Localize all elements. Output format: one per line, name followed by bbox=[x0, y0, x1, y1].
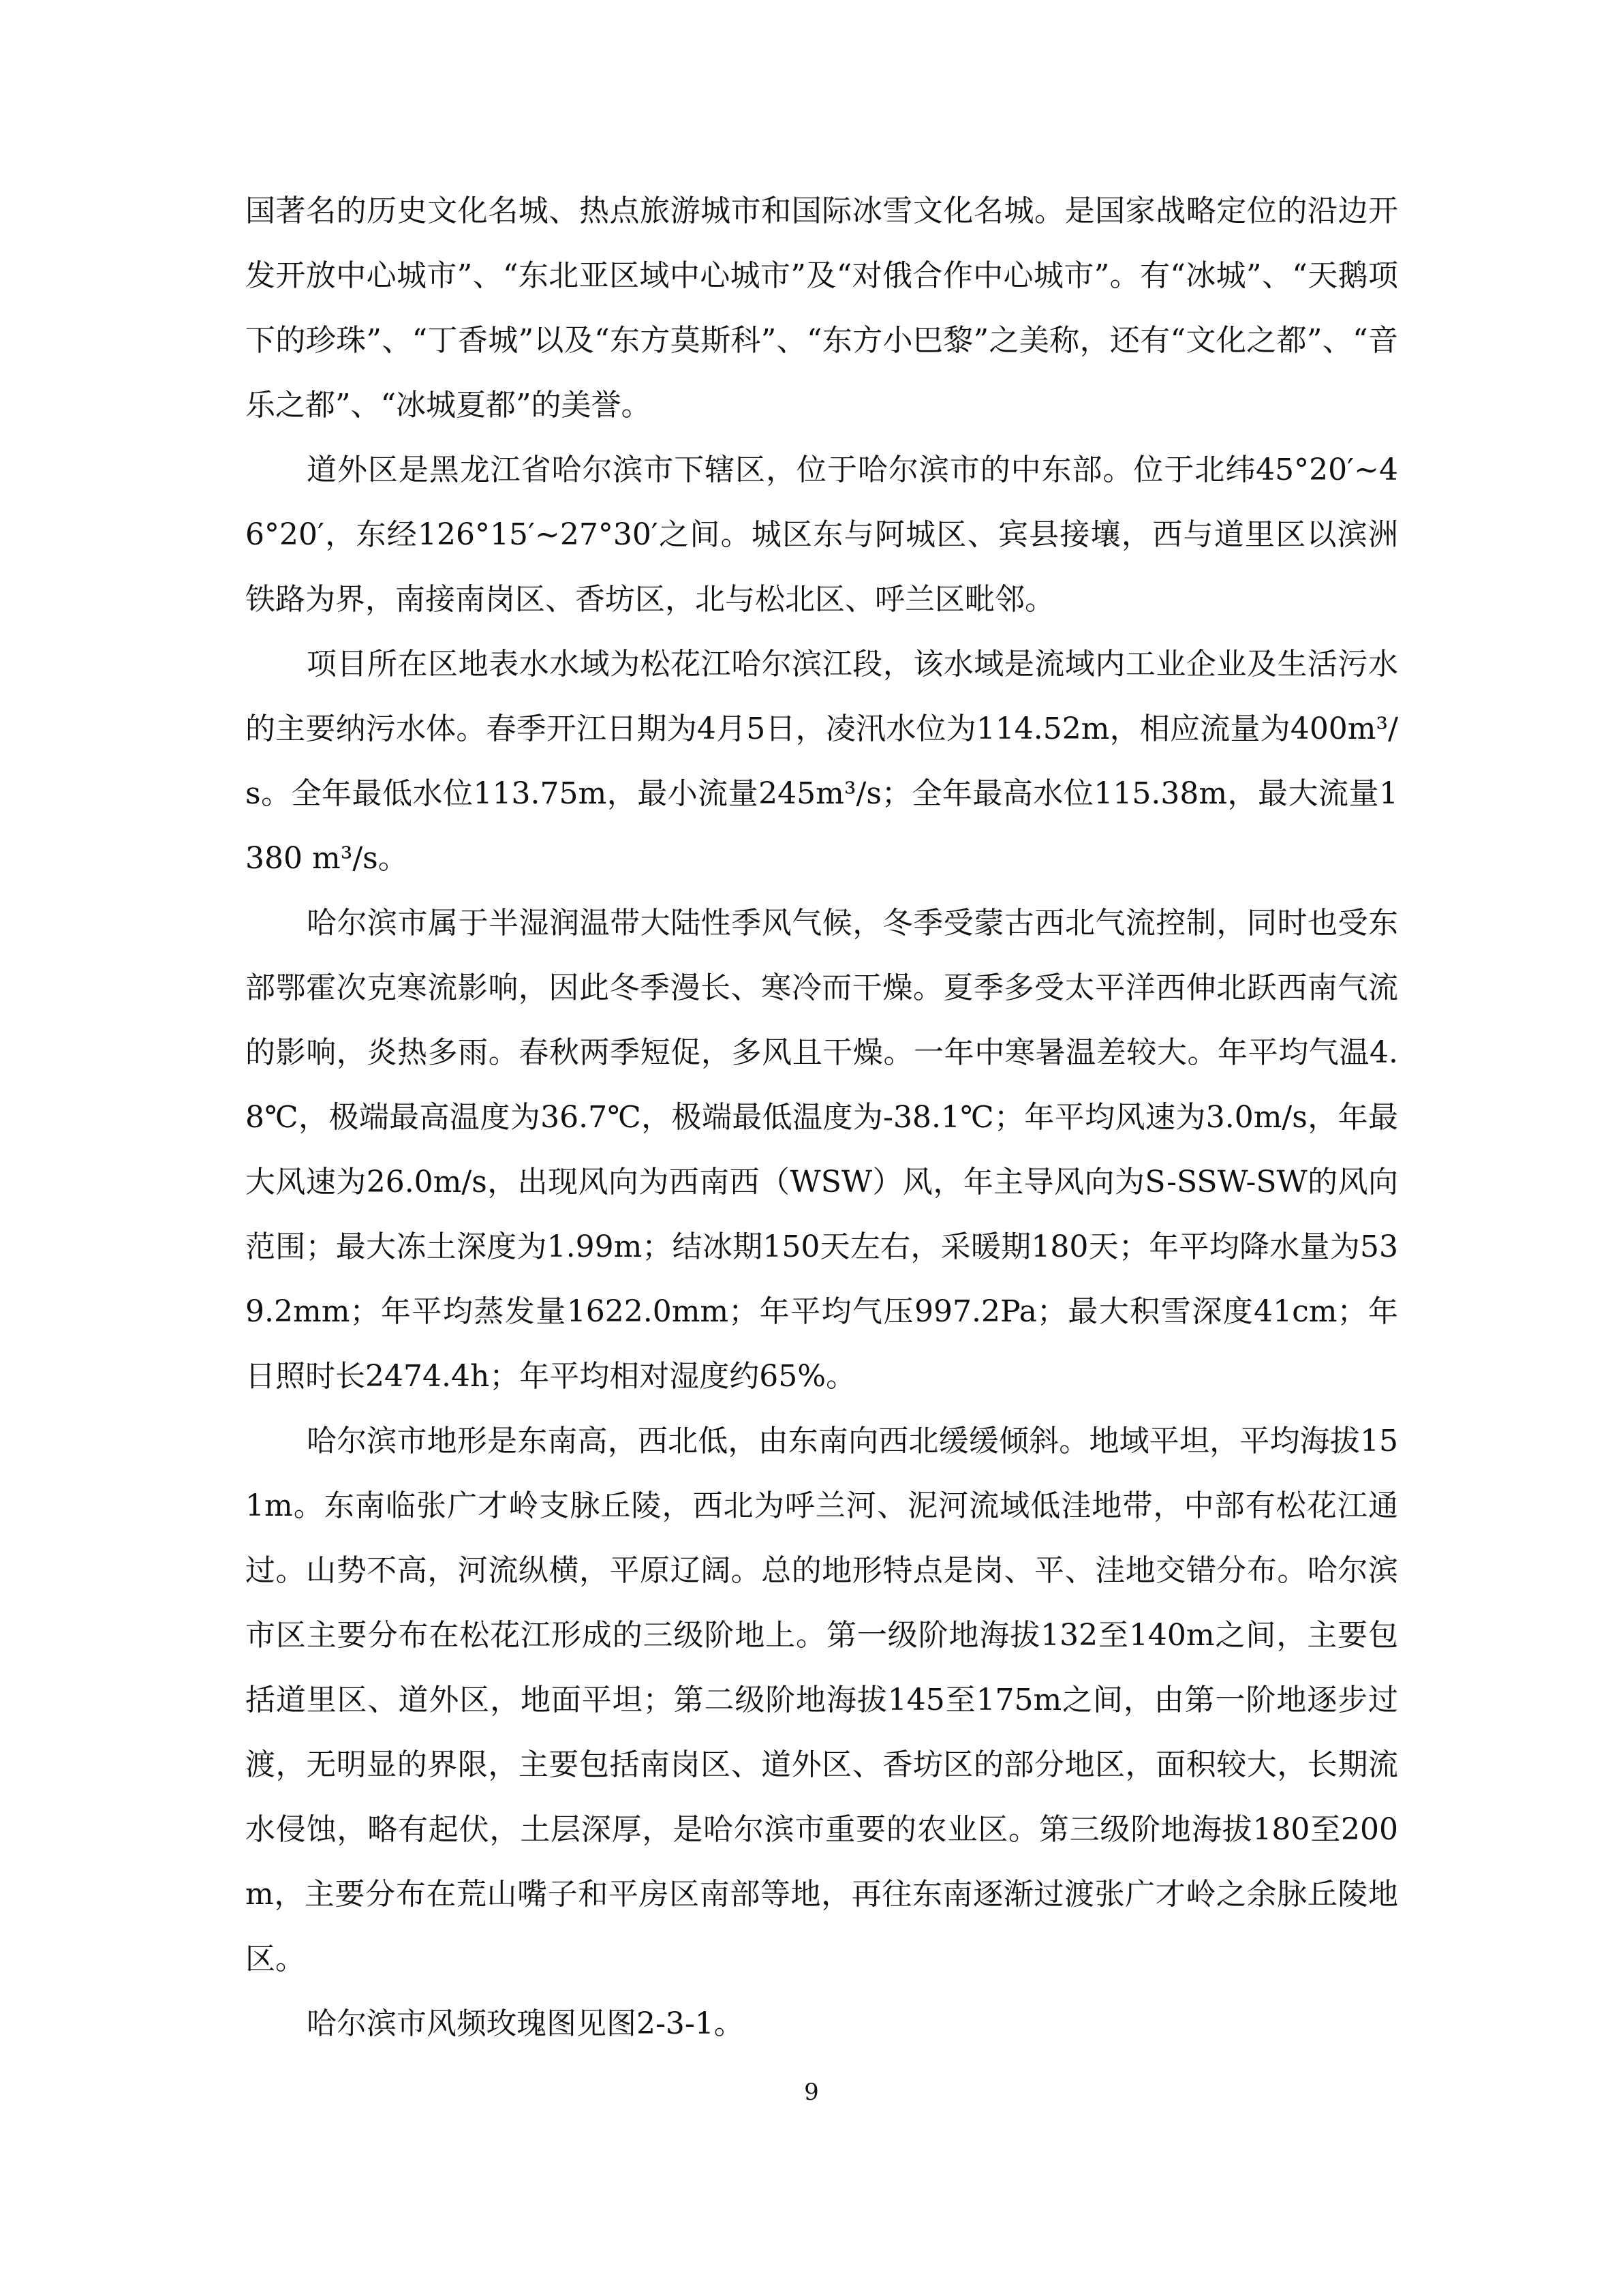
paragraph-wind-rose-reference: 哈尔滨市风频玫瑰图见图2-3-1。 bbox=[307, 2006, 744, 2041]
body-text bbox=[245, 179, 1398, 2056]
page-number: 9 bbox=[804, 2079, 819, 2106]
paragraph-surface-water: 项目所在区地表水水域为松花江哈尔滨江段，该水域是流域内工业企业及生活污水的主要纳污水体。春季开江日期为4月5日，凌汛水位为114.52m，相应流量为400m³/s。全年最低水位113.75m，最小流量245m³/s；全年最高水位115.38m，最大流量1380 m³/s。 bbox=[245, 647, 1398, 876]
paragraph-daowai-location: 道外区是黑龙江省哈尔滨市下辖区，位于哈尔滨市的中东部。位于北纬45°20′~46°20′，东经126°15′~27°30′之间。城区东与阿城区、宾县接壤，西与道里区以滨洲铁路为界，南接南岗区、香坊区，北与松北区、呼兰区毗邻。 bbox=[245, 453, 1398, 617]
paragraph-climate: 哈尔滨市属于半湿润温带大陆性季风气候，冬季受蒙古西北气流控制，同时也受东部鄂霍次克寒流影响，因此冬季漫长、寒冷而干燥。夏季多受太平洋西伸北跃西南气流的影响，炎热多雨。春秋两季短促，多风且干燥。一年中寒暑温差较大。年平均气温4.8℃，极端最高温度为36.7℃，极端最低温度为-38.1℃；年平均风速为3.0m/s，年最大风速为26.0m/s，出现风向为西南西（WSW）风，年主导风向为S-SSW-SW的风向范围；最大冻土深度为1.99m；结冰期150天左右，采暖期180天；年平均降水量为539.2mm；年平均蒸发量1622.0mm；年平均气压997.2Pa；最大积雪深度41cm；年日照时长2474.4h；年平均相对湿度约65%。 bbox=[245, 906, 1398, 1394]
paragraph-city-honors: 国著名的历史文化名城、热点旅游城市和国际冰雪文化名城。是国家战略定位的沿边开发开放中心城市”、“东北亚区域中心城市”及“对俄合作中心城市”。有“冰城”、“天鹅项下的珍珠”、“丁香城”以及“东方莫斯科”、“东方小巴黎”之美称，还有“文化之都”、“音乐之都”、“冰城夏都”的美誉。 bbox=[245, 194, 1398, 423]
paragraph-terrain: 哈尔滨市地形是东南高，西北低，由东南向西北缓缓倾斜。地域平坦，平均海拔151m。东南临张广才岭支脉丘陵，西北为呼兰河、泥河流域低洼地带，中部有松花江通过。山势不高，河流纵横，平原辽阔。总的地形特点是岗、平、洼地交错分布。哈尔滨市区主要分布在松花江形成的三级阶地上。第一级阶地海拔132至140m之间，主要包括道里区、道外区，地面平坦；第二级阶地海拔145至175m之间，由第一阶地逐步过渡，无明显的界限，主要包括南岗区、道外区、香坊区的部分地区，面积较大，长期流水侵蚀，略有起伏，土层深厚，是哈尔滨市重要的农业区。第三级阶地海拔180至200m，主要分布在荒山嘴子和平房区南部等地，再往东南逐渐过渡张广才岭之余脉丘陵地区。 bbox=[245, 1424, 1398, 1976]
